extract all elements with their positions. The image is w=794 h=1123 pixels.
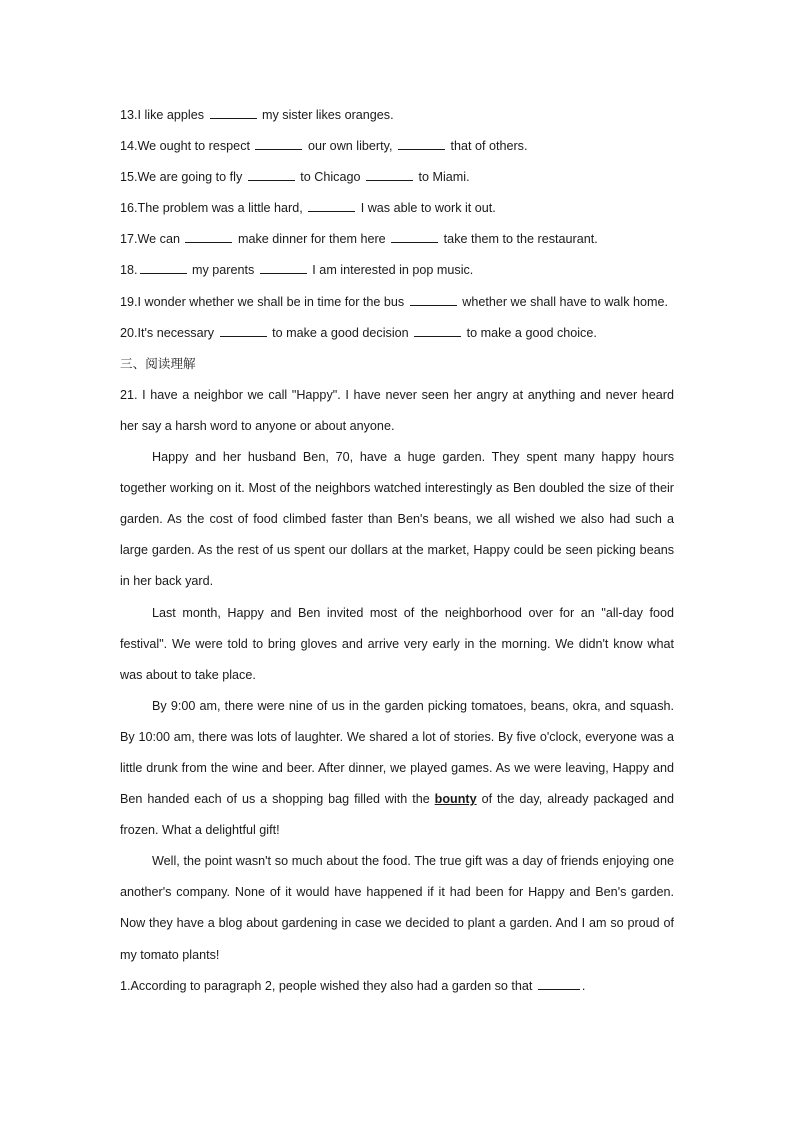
answer-blank [220,324,267,337]
passage-paragraph-3: Last month, Happy and Ben invited most of the neighborhood over for an "all-day food festival". We were told to bring gloves and arrive very early in the morning. We didn't know what was about to take place. [120,605,674,682]
exercise-14: 14.We ought to respect our own liberty, that of others. [120,139,528,154]
answer-blank [210,106,257,119]
exercise-16: 16.The problem was a little hard, I was able to work it out. [120,201,496,216]
document-page [120,100,674,1002]
answer-blank [185,230,232,243]
exercise-15: 15.We are going to fly to Chicago to Miami. [120,170,470,185]
answer-blank [538,977,580,990]
answer-blank [410,293,457,306]
answer-blank [414,324,461,337]
answer-blank [140,261,187,274]
answer-blank [248,168,295,181]
section-heading: 三、阅读理解 [120,356,196,371]
passage-paragraph-2: Happy and her husband Ben, 70, have a huge garden. They spent many happy hours together working on it. Most of the neighbors watched interestingly as Ben doubled the size of their garden. As the cost of food climbed faster than Ben's beans, we all wished we also had such a large garden. As the rest of us spent our dollars at the market, Happy could be seen picking beans in her back yard. [120,450,674,589]
exercise-17: 17.We can make dinner for them here take them to the restaurant. [120,232,598,247]
answer-blank [398,137,445,150]
question-1: 1.According to paragraph 2, people wished they also had a garden so that . [120,978,586,993]
answer-blank [308,199,355,212]
passage-paragraph-5: Well, the point wasn't so much about the food. The true gift was a day of friends enjoying one another's company. None of it would have happened if it had been for Happy and Ben's garden. Now they have a blog about gardening in case we decided to plant a garden. And I am so proud of my tomato plants! [120,854,674,962]
exercise-18: 18. my parents I am interested in pop music. [120,263,474,278]
answer-blank [366,168,413,181]
exercise-20: 20.It's necessary to make a good decision to make a good choice. [120,325,597,340]
keyword-bounty: bounty [434,792,477,807]
passage-paragraph-4: By 9:00 am, there were nine of us in the garden picking tomatoes, beans, okra, and squash. By 10:00 am, there was lots of laughter. We shared a lot of stories. By five o'clock, everyone was a little drunk from the wine and beer. After dinner, we played games. As we were leaving, Happy and Ben handed each of us a shopping bag filled with the bounty of the day, already packaged and frozen. What a delightful gift! [120,698,674,838]
answer-blank [260,261,307,274]
answer-blank [391,230,438,243]
passage-paragraph-1: 21. I have a neighbor we call "Happy". I have never seen her angry at anything and never heard her say a harsh word to anyone or about anyone. [120,387,674,433]
exercise-13: 13.I like apples my sister likes oranges. [120,108,394,122]
exercise-19: 19.I wonder whether we shall be in time for the bus whether we shall have to walk home. [120,294,669,309]
answer-blank [255,137,302,150]
